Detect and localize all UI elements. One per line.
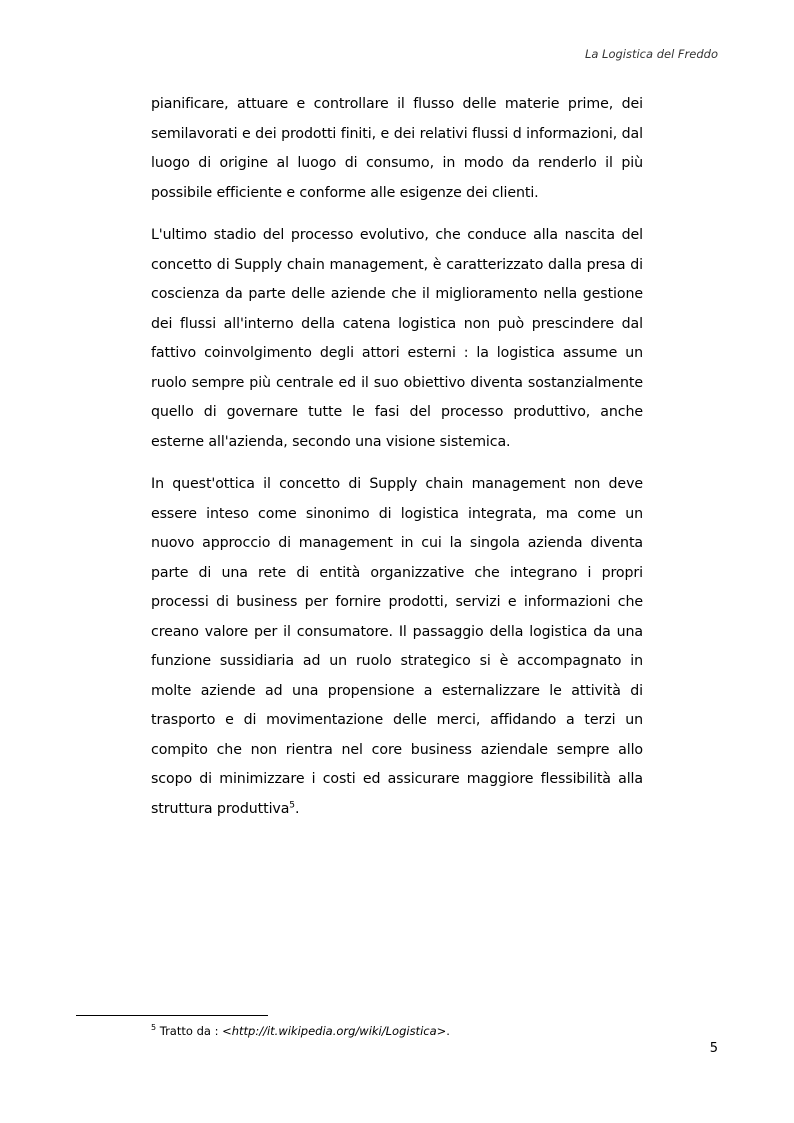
paragraph-3-end: .	[294, 800, 300, 817]
paragraph-3	[151, 470, 643, 824]
paragraph-2: L'ultimo stadio del processo evolutivo, che conduce alla nascita del concetto di Supply chain management, è caratterizzato dalla presa di coscienza da parte delle aziende che il miglioramento nella gestione dei flussi all'interno della catena logistica non può prescindere dal fattivo coinvolgimento degli attori esterni : la logistica assume un ruolo sempre più centrale ed il suo obiettivo diventa sostanzialmente quello di governare tutte le fasi del processo produttivo, anche esterne all'azienda, secondo una visione sistemica.	[151, 227, 643, 450]
footnote-reference-link[interactable]: <http://it.wikipedia.org/wiki/Logistica>	[222, 1024, 447, 1038]
main-text	[151, 90, 643, 837]
footnote-prefix: Tratto da :	[156, 1024, 223, 1038]
footnote-marker[interactable]: 5	[289, 799, 295, 810]
page-number: 5	[709, 1041, 718, 1056]
footnote	[151, 1024, 450, 1038]
footnote-separator	[76, 1015, 268, 1016]
footnote-number: 5	[151, 1023, 157, 1033]
paragraph-3-text: In quest'ottica il concetto di Supply chain management non deve essere inteso come sinonimo di logistica integrata, ma come un nuovo approccio di management in cui la singola azienda diventa parte di una rete di entità organizzative che integrano i propri processi di business per fornire prodotti, servizi e informazioni che creano valore per il consumatore. Il passaggio della logistica da una funzione sussidiaria ad un ruolo strategico si è accompagnato in molte aziende ad una propensione a esternalizzare le attività di trasporto e di movimentazione delle merci, affidando a terzi un compito che non rientra nel core business aziendale sempre allo scopo di minimizzare i costi ed assicurare maggiore flessibilità alla struttura produttiva	[151, 476, 643, 817]
running-header-title: La Logistica del Freddo	[584, 47, 718, 61]
footnote-suffix: .	[446, 1024, 450, 1038]
paragraph-1: pianificare, attuare e controllare il flusso delle materie prime, dei semilavorati e dei prodotti finiti, e dei relativi flussi d informazioni, dal luogo di origine al luogo di consumo, in modo da renderlo il più possibile efficiente e conforme alle esigenze dei clienti.	[151, 96, 643, 201]
